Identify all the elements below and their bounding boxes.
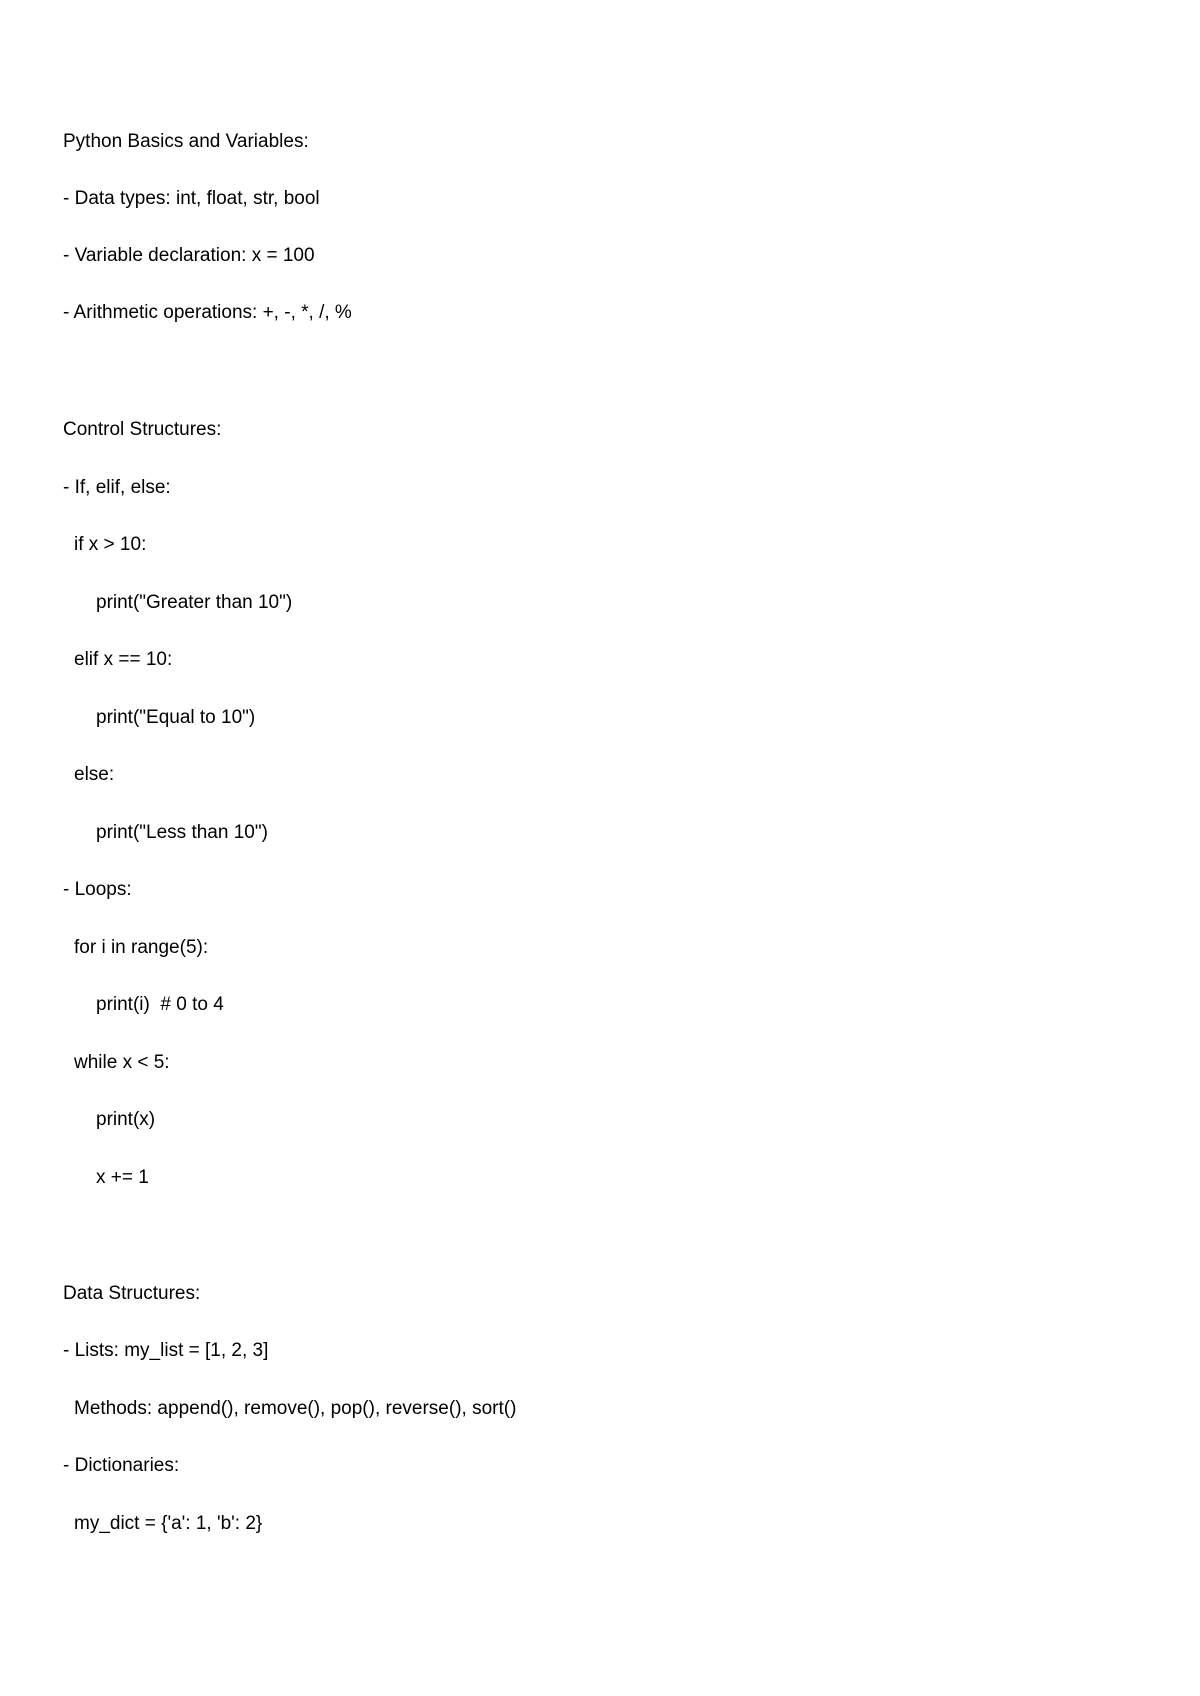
- code-line: x += 1: [96, 1167, 149, 1188]
- code-line: print("Less than 10"): [96, 822, 268, 843]
- code-line: print("Equal to 10"): [96, 707, 256, 728]
- code-line: while x < 5:: [74, 1052, 170, 1073]
- code-line: elif x == 10:: [74, 649, 173, 670]
- text-line: - Lists: my_list = [1, 2, 3]: [63, 1340, 269, 1361]
- text-line: - If, elif, else:: [63, 477, 171, 498]
- code-line: else:: [74, 764, 115, 785]
- text-line: - Loops:: [63, 879, 132, 900]
- section-heading-python-basics: Python Basics and Variables:: [63, 131, 309, 152]
- code-line: print(x): [96, 1109, 156, 1130]
- code-line: if x > 10:: [74, 534, 147, 555]
- code-line: for i in range(5):: [74, 937, 209, 958]
- text-line: - Data types: int, float, str, bool: [63, 188, 320, 209]
- code-line: my_dict = {'a': 1, 'b': 2}: [74, 1513, 263, 1534]
- text-line: - Arithmetic operations: +, -, *, /, %: [63, 302, 352, 323]
- text-line: - Variable declaration: x = 100: [63, 245, 315, 266]
- code-line: print("Greater than 10"): [96, 592, 293, 613]
- code-line: Methods: append(), remove(), pop(), reverse(), sort(): [74, 1398, 517, 1419]
- section-heading-control-structures: Control Structures:: [63, 419, 222, 440]
- code-line: print(i) # 0 to 4: [96, 994, 224, 1015]
- section-heading-data-structures: Data Structures:: [63, 1283, 201, 1304]
- text-line: - Dictionaries:: [63, 1455, 180, 1476]
